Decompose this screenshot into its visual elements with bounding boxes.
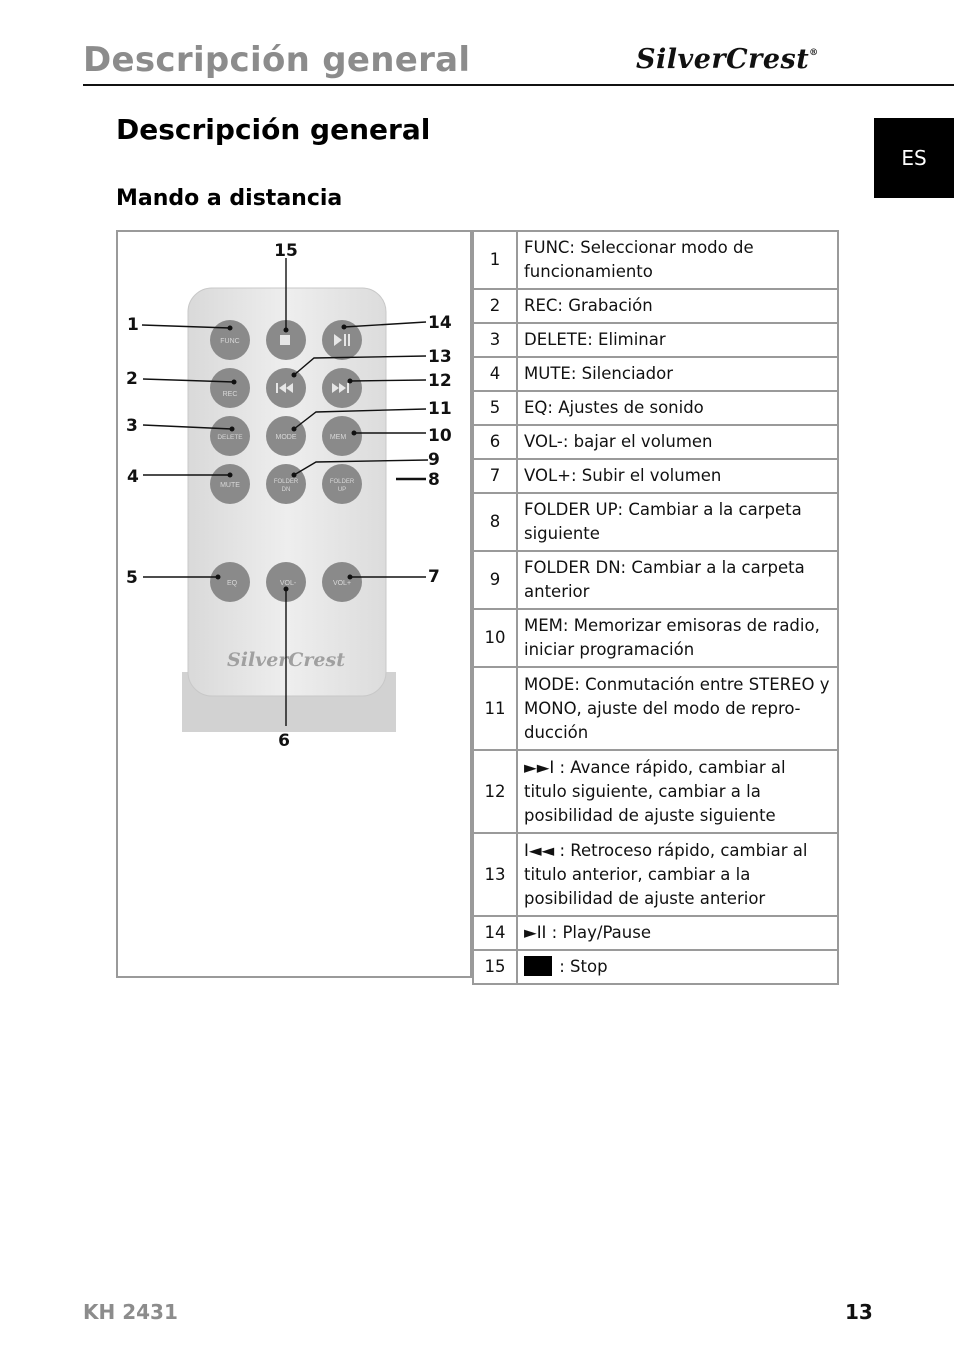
func-button-label: FUNC: [220, 338, 240, 345]
table-row: [473, 425, 838, 459]
callout-4: 4: [127, 467, 139, 487]
item-description: FUNC: Seleccionar modo de funcionamiento: [517, 231, 838, 289]
prev-button: [266, 368, 306, 408]
stop-description: : Stop: [559, 957, 608, 976]
item-number: 2: [473, 289, 517, 323]
remote-control-illustration: [118, 232, 474, 980]
table-row: [473, 950, 838, 984]
folder-dn-label-1: FOLDER: [273, 479, 299, 485]
item-number: 15: [473, 950, 517, 984]
table-row: [473, 609, 838, 667]
callout-13: 13: [428, 347, 452, 367]
callout-3: 3: [126, 416, 138, 436]
item-description: [517, 950, 838, 984]
callout-12: 12: [428, 371, 452, 391]
table-row: [473, 750, 838, 833]
table-row: [473, 391, 838, 425]
item-description: I◄◄ : Retroceso rápido, cambiar al titulo anterior, cambiar a la posibilidad de ajuste anterior: [517, 833, 838, 916]
remote-brand-logo: SilverCrest: [227, 649, 345, 671]
mem-button-label: MEM: [329, 434, 347, 441]
folder-dn-label-2: DN: [281, 487, 291, 493]
subsection-title: Mando a distancia: [116, 186, 343, 211]
table-row: [473, 667, 838, 750]
item-number: 12: [473, 750, 517, 833]
rec-button-label: REC: [222, 391, 238, 398]
legend-table: [472, 230, 839, 985]
mute-button-label: MUTE: [220, 482, 240, 489]
mem-button: [322, 416, 362, 456]
next-button: [322, 368, 362, 408]
delete-button: [210, 416, 250, 456]
item-description: REC: Grabación: [517, 289, 838, 323]
item-number: 11: [473, 667, 517, 750]
folder-up-label-2: UP: [337, 487, 347, 493]
item-number: 8: [473, 493, 517, 551]
item-description: VOL+: Subir el volumen: [517, 459, 838, 493]
callout-15: 15: [274, 241, 298, 261]
table-row: [473, 357, 838, 391]
table-row: [473, 493, 838, 551]
item-description: VOL-: bajar el volumen: [517, 425, 838, 459]
callout-6: 6: [278, 731, 290, 751]
item-number: 4: [473, 357, 517, 391]
item-description: DELETE: Eliminar: [517, 323, 838, 357]
item-description: MUTE: Silenciador: [517, 357, 838, 391]
header-rule: [83, 84, 954, 86]
callout-9: 9: [428, 450, 440, 470]
registered-mark: ®: [809, 48, 819, 58]
delete-button-label: DELETE: [217, 434, 243, 441]
table-row: [473, 916, 838, 950]
item-number: 5: [473, 391, 517, 425]
folder-up-button: [322, 464, 362, 504]
mute-button: [210, 464, 250, 504]
footer-model: KH 2431: [83, 1300, 178, 1324]
vol-plus-button: [322, 562, 362, 602]
callout-2: 2: [126, 369, 138, 389]
table-row: [473, 833, 838, 916]
table-row: [473, 231, 838, 289]
item-description: EQ: Ajustes de sonido: [517, 391, 838, 425]
language-tab: ES: [874, 118, 954, 198]
callout-11: 11: [428, 399, 452, 419]
vol-minus-label: VOL-: [279, 580, 297, 587]
item-description: FOLDER UP: Cambiar a la carpeta siguiente: [517, 493, 838, 551]
item-description: MEM: Memorizar emisoras de radio, iniciar programación: [517, 609, 838, 667]
item-number: 14: [473, 916, 517, 950]
page-number: 13: [845, 1300, 873, 1324]
item-number: 3: [473, 323, 517, 357]
item-number: 13: [473, 833, 517, 916]
remote-control-figure: [116, 230, 472, 978]
brand-name: SilverCrest: [636, 44, 810, 75]
item-number: 10: [473, 609, 517, 667]
folder-up-label-1: FOLDER: [329, 479, 355, 485]
item-number: 6: [473, 425, 517, 459]
item-number: 1: [473, 231, 517, 289]
section-title: Descripción general: [116, 113, 431, 146]
callout-7: 7: [428, 567, 440, 587]
rec-button: [210, 368, 250, 408]
table-row: [473, 289, 838, 323]
brand-logo: [636, 44, 819, 75]
callout-1: 1: [127, 315, 139, 335]
mode-button: [266, 416, 306, 456]
callout-5: 5: [126, 568, 138, 588]
callout-14: 14: [428, 313, 452, 333]
vol-plus-label: VOL+: [332, 580, 352, 587]
callout-10: 10: [428, 426, 452, 446]
item-number: 7: [473, 459, 517, 493]
table-row: [473, 459, 838, 493]
mode-button-label: MODE: [275, 434, 297, 441]
item-description: MODE: Conmutación entre STEREO y MONO, ajuste del modo de reproducción: [517, 667, 838, 750]
stop-icon: [280, 335, 290, 345]
table-row: [473, 551, 838, 609]
item-description: ►►I : Avance rápido, cambiar al titulo siguiente, cambiar a la posibilidad de ajuste siguiente: [517, 750, 838, 833]
item-number: 9: [473, 551, 517, 609]
eq-button-label: EQ: [226, 580, 238, 587]
header-title: Descripción general: [83, 40, 471, 80]
item-description: FOLDER DN: Cambiar a la carpeta anterior: [517, 551, 838, 609]
stop-icon: [524, 956, 552, 976]
callout-8: 8: [428, 470, 440, 490]
eq-button: [210, 562, 250, 602]
folder-dn-button: [266, 464, 306, 504]
item-description: ►II : Play/Pause: [517, 916, 838, 950]
table-row: [473, 323, 838, 357]
